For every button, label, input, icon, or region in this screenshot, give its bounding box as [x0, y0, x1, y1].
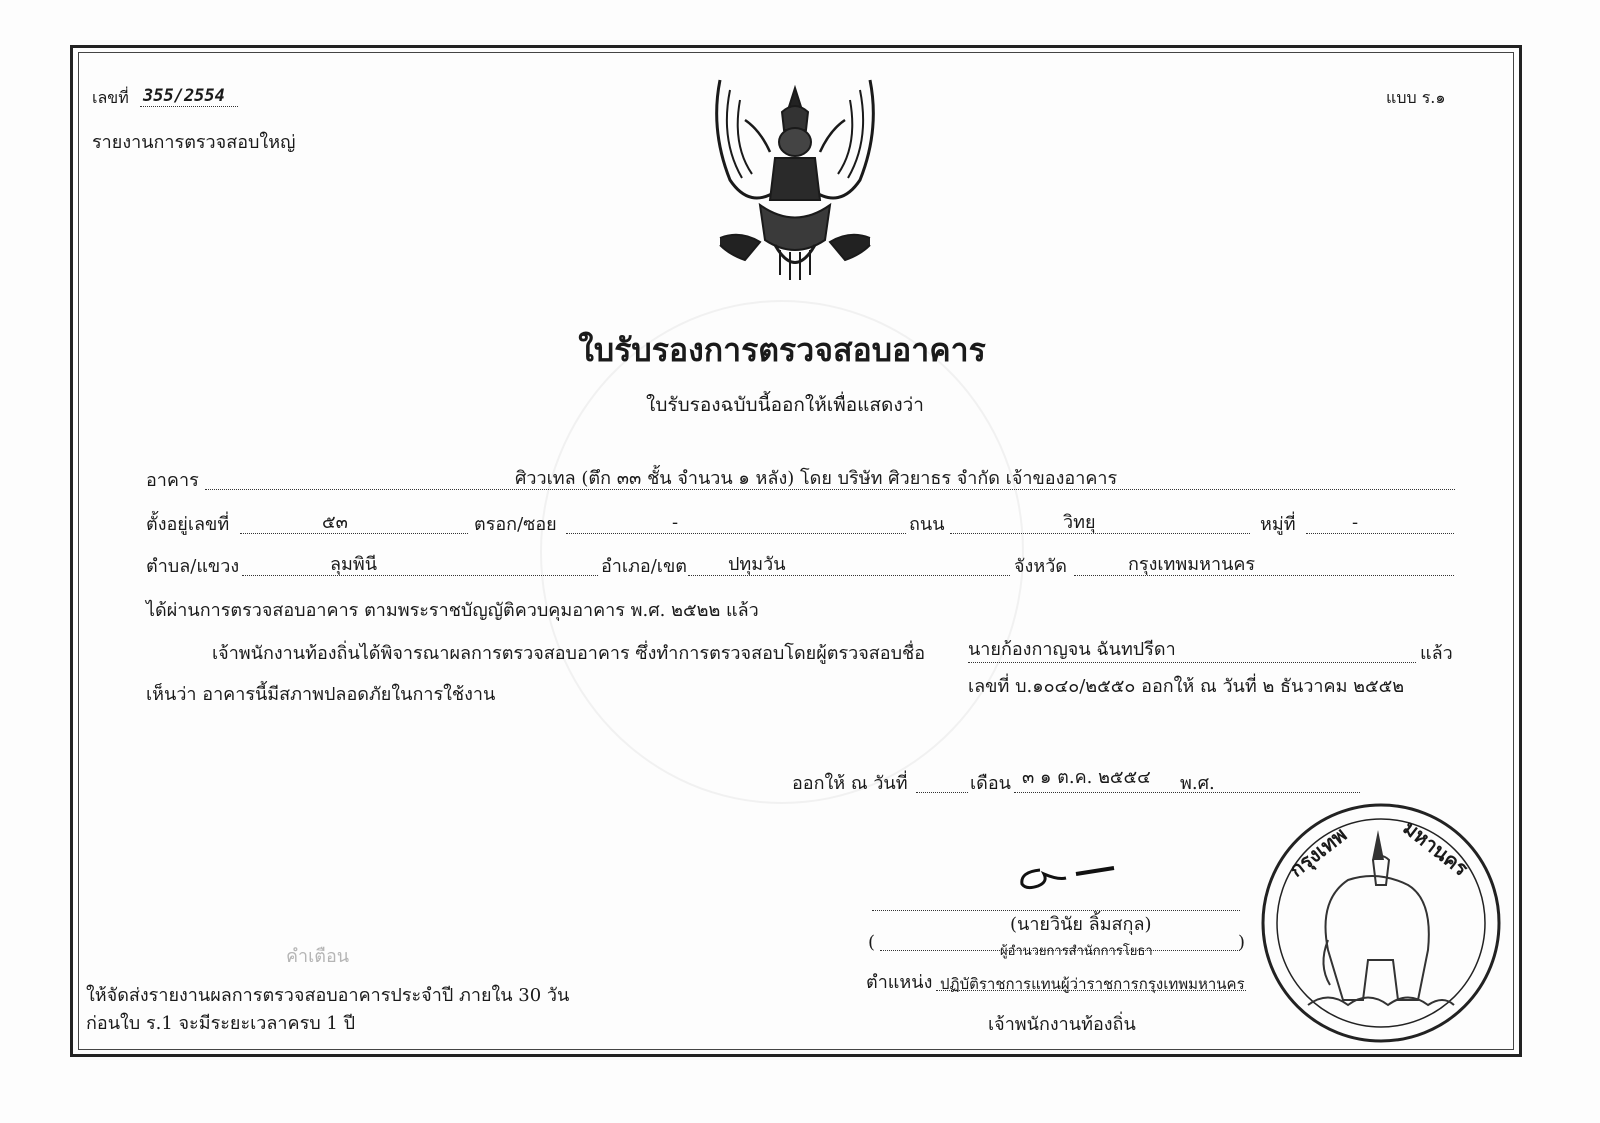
province-value: กรุงเทพมหานคร [1128, 554, 1256, 575]
warning-line-1: ให้จัดส่งรายงานผลการตรวจสอบอาคารประจำปี ภายใน 30 วัน [86, 985, 570, 1006]
officer-role: เจ้าพนักงานท้องถิ่น [988, 1014, 1136, 1035]
safe-text: เห็นว่า อาคารนี้มีสภาพปลอดภัยในการใช้งาน [146, 684, 496, 705]
certificate-title: ใบรับรองการตรวจสอบอาคาร [578, 331, 986, 369]
month-label: เดือน [970, 773, 1011, 794]
alley-dots [566, 533, 906, 534]
seal-text-right: มหานคร [1398, 815, 1473, 881]
subdistrict-value: ลุมพินี [330, 554, 378, 575]
signer-name: (นายวินัย ลิ้มสกุล) [1010, 914, 1152, 935]
issued-day-dots [916, 792, 968, 793]
building-value: ศิววเทล (ตึก ๓๓ ชั้น จำนวน ๑ หลัง) โดย บริษัท ศิวยาธร จำกัด เจ้าของอาคาร [515, 468, 1118, 489]
road-value: วิทยุ [1063, 512, 1096, 533]
district-label: อำเภอ/เขต [601, 556, 687, 577]
moo-label: หมู่ที่ [1260, 514, 1296, 535]
issued-label: ออกให้ ณ วันที่ [792, 773, 908, 794]
report-type: รายงานการตรวจสอบใหญ่ [92, 132, 296, 153]
alley-value: - [672, 512, 679, 533]
signer-title: ผู้อำนวยการสำนักการโยธา [1000, 944, 1153, 959]
officer-text: เจ้าพนักงานท้องถิ่นได้พิจารณาผลการตรวจสอบอาคาร ซึ่งทำการตรวจสอบโดยผู้ตรวจสอบชื่อ [212, 643, 926, 664]
number-value: 355/2554 [143, 86, 225, 106]
signature-dots [872, 910, 1240, 911]
officer-suffix: แล้ว [1420, 643, 1453, 664]
subdistrict-label: ตำบล/แขวง [146, 556, 240, 577]
form-code: แบบ ร.๑ [1386, 88, 1446, 107]
certificate-page: เลขที่ 355/2554 แบบ ร.๑ รายงานการตรวจสอบใหญ่ ใบรับรองการตรวจสอบอาคาร ใบรับรองฉบับนี้ออกให้เพื่อแสดงว่า อาคาร ศิววเทล (ตึก ๓๓ ชั้น จำนวน ๑ หลัง) โดย บริษัท ศิวยาธร จำกัด เจ้าของอาคาร ตั้งอยู่เลขที่ ๕๓ ตรอก/ซอย - ถนน วิทยุ หมู่ที่ - ตำบล/แขวง ลุมพินี อำเภอ/เขต ปทุมวัน จังหวัด กรุงเทพมหานคร ได้ผ่านการตรวจสอบอาคาร ตามพระราชบัญญัติควบคุมอาคาร พ.ศ. ๒๕๒๒ แล้ว เจ้าพนักงานท้องถิ่นได้พิจารณาผลการตรวจสอบอาคาร ซึ่งทำการตรวจสอบโดยผู้ตรวจสอบชื่อ นายก้องกาญจน ฉันทปรีดา แล้ว เลขที่ บ.๑๐๔๐/๒๕๕๐ ออกให้ ณ วันที่ ๒ ธันวาคม ๒๕๕๒ เห็นว่า อาคารนี้มีสภาพปลอดภัยในการใช้งาน ออกให้ ณ วันที่ เดือน ๓ ๑ ต.ค. ๒๕๕๔ พ.ศ. (นายวินัย ลิ้มสกุล) ( ผู้อำนวยการสำนักการโยธา ) ตำแหน่ง ปฏิบัติราชการแทนผู้ว่าราชการกรุงเทพมหานคร เจ้าพนักงานท้องถิ่น กรุงเทพ มหานคร คำเตือน ให้จัดส่งรายงานผลการตรวจสอบอาคารประจำปี ภายใน 30 วัน ก่อนใบ ร.1 จะมีระยะเวลาครบ 1 ปี [0, 0, 1600, 1123]
certificate-subtitle: ใบรับรองฉบับนี้ออกให้เพื่อแสดงว่า [646, 394, 924, 416]
address-dots [240, 533, 468, 534]
inspector-name: นายก้องกาญจน ฉันทปรีดา [968, 639, 1176, 660]
passed-text: ได้ผ่านการตรวจสอบอาคาร ตามพระราชบัญญัติควบคุมอาคาร พ.ศ. ๒๕๒๒ แล้ว [146, 600, 759, 621]
license-text: เลขที่ บ.๑๐๔๐/๒๕๕๐ ออกให้ ณ วันที่ ๒ ธันวาคม ๒๕๕๒ [968, 676, 1405, 697]
subdistrict-dots [242, 575, 598, 576]
road-dots [950, 533, 1250, 534]
address-label: ตั้งอยู่เลขที่ [146, 514, 230, 535]
number-dots [140, 106, 238, 107]
warning-heading: คำเตือน [286, 946, 350, 967]
bangkok-seal-icon [1258, 800, 1504, 1046]
era-label: พ.ศ. [1180, 773, 1215, 794]
inspector-dots [968, 662, 1416, 663]
alley-label: ตรอก/ซอย [474, 514, 557, 535]
issue-date-value: ๓ ๑ ต.ค. ๒๕๕๔ [1022, 767, 1151, 788]
moo-dots [1306, 533, 1454, 534]
seal-text-left: กรุงเทพ [1284, 822, 1352, 882]
position-value: ปฏิบัติราชการแทนผู้ว่าราชการกรุงเทพมหานคร [940, 975, 1245, 993]
position-label: ตำแหน่ง [866, 972, 933, 993]
road-label: ถนน [909, 514, 945, 535]
garuda-emblem-icon [690, 70, 900, 285]
watermark-seal [540, 300, 1024, 804]
signature-scribble [1010, 852, 1120, 896]
district-value: ปทุมวัน [728, 554, 786, 575]
building-label: อาคาร [146, 470, 199, 491]
moo-value: - [1352, 512, 1359, 533]
warning-line-2: ก่อนใบ ร.1 จะมีระยะเวลาครบ 1 ปี [86, 1013, 355, 1034]
province-label: จังหวัด [1014, 556, 1067, 577]
address-value: ๕๓ [322, 512, 348, 533]
number-label: เลขที่ [92, 88, 129, 107]
